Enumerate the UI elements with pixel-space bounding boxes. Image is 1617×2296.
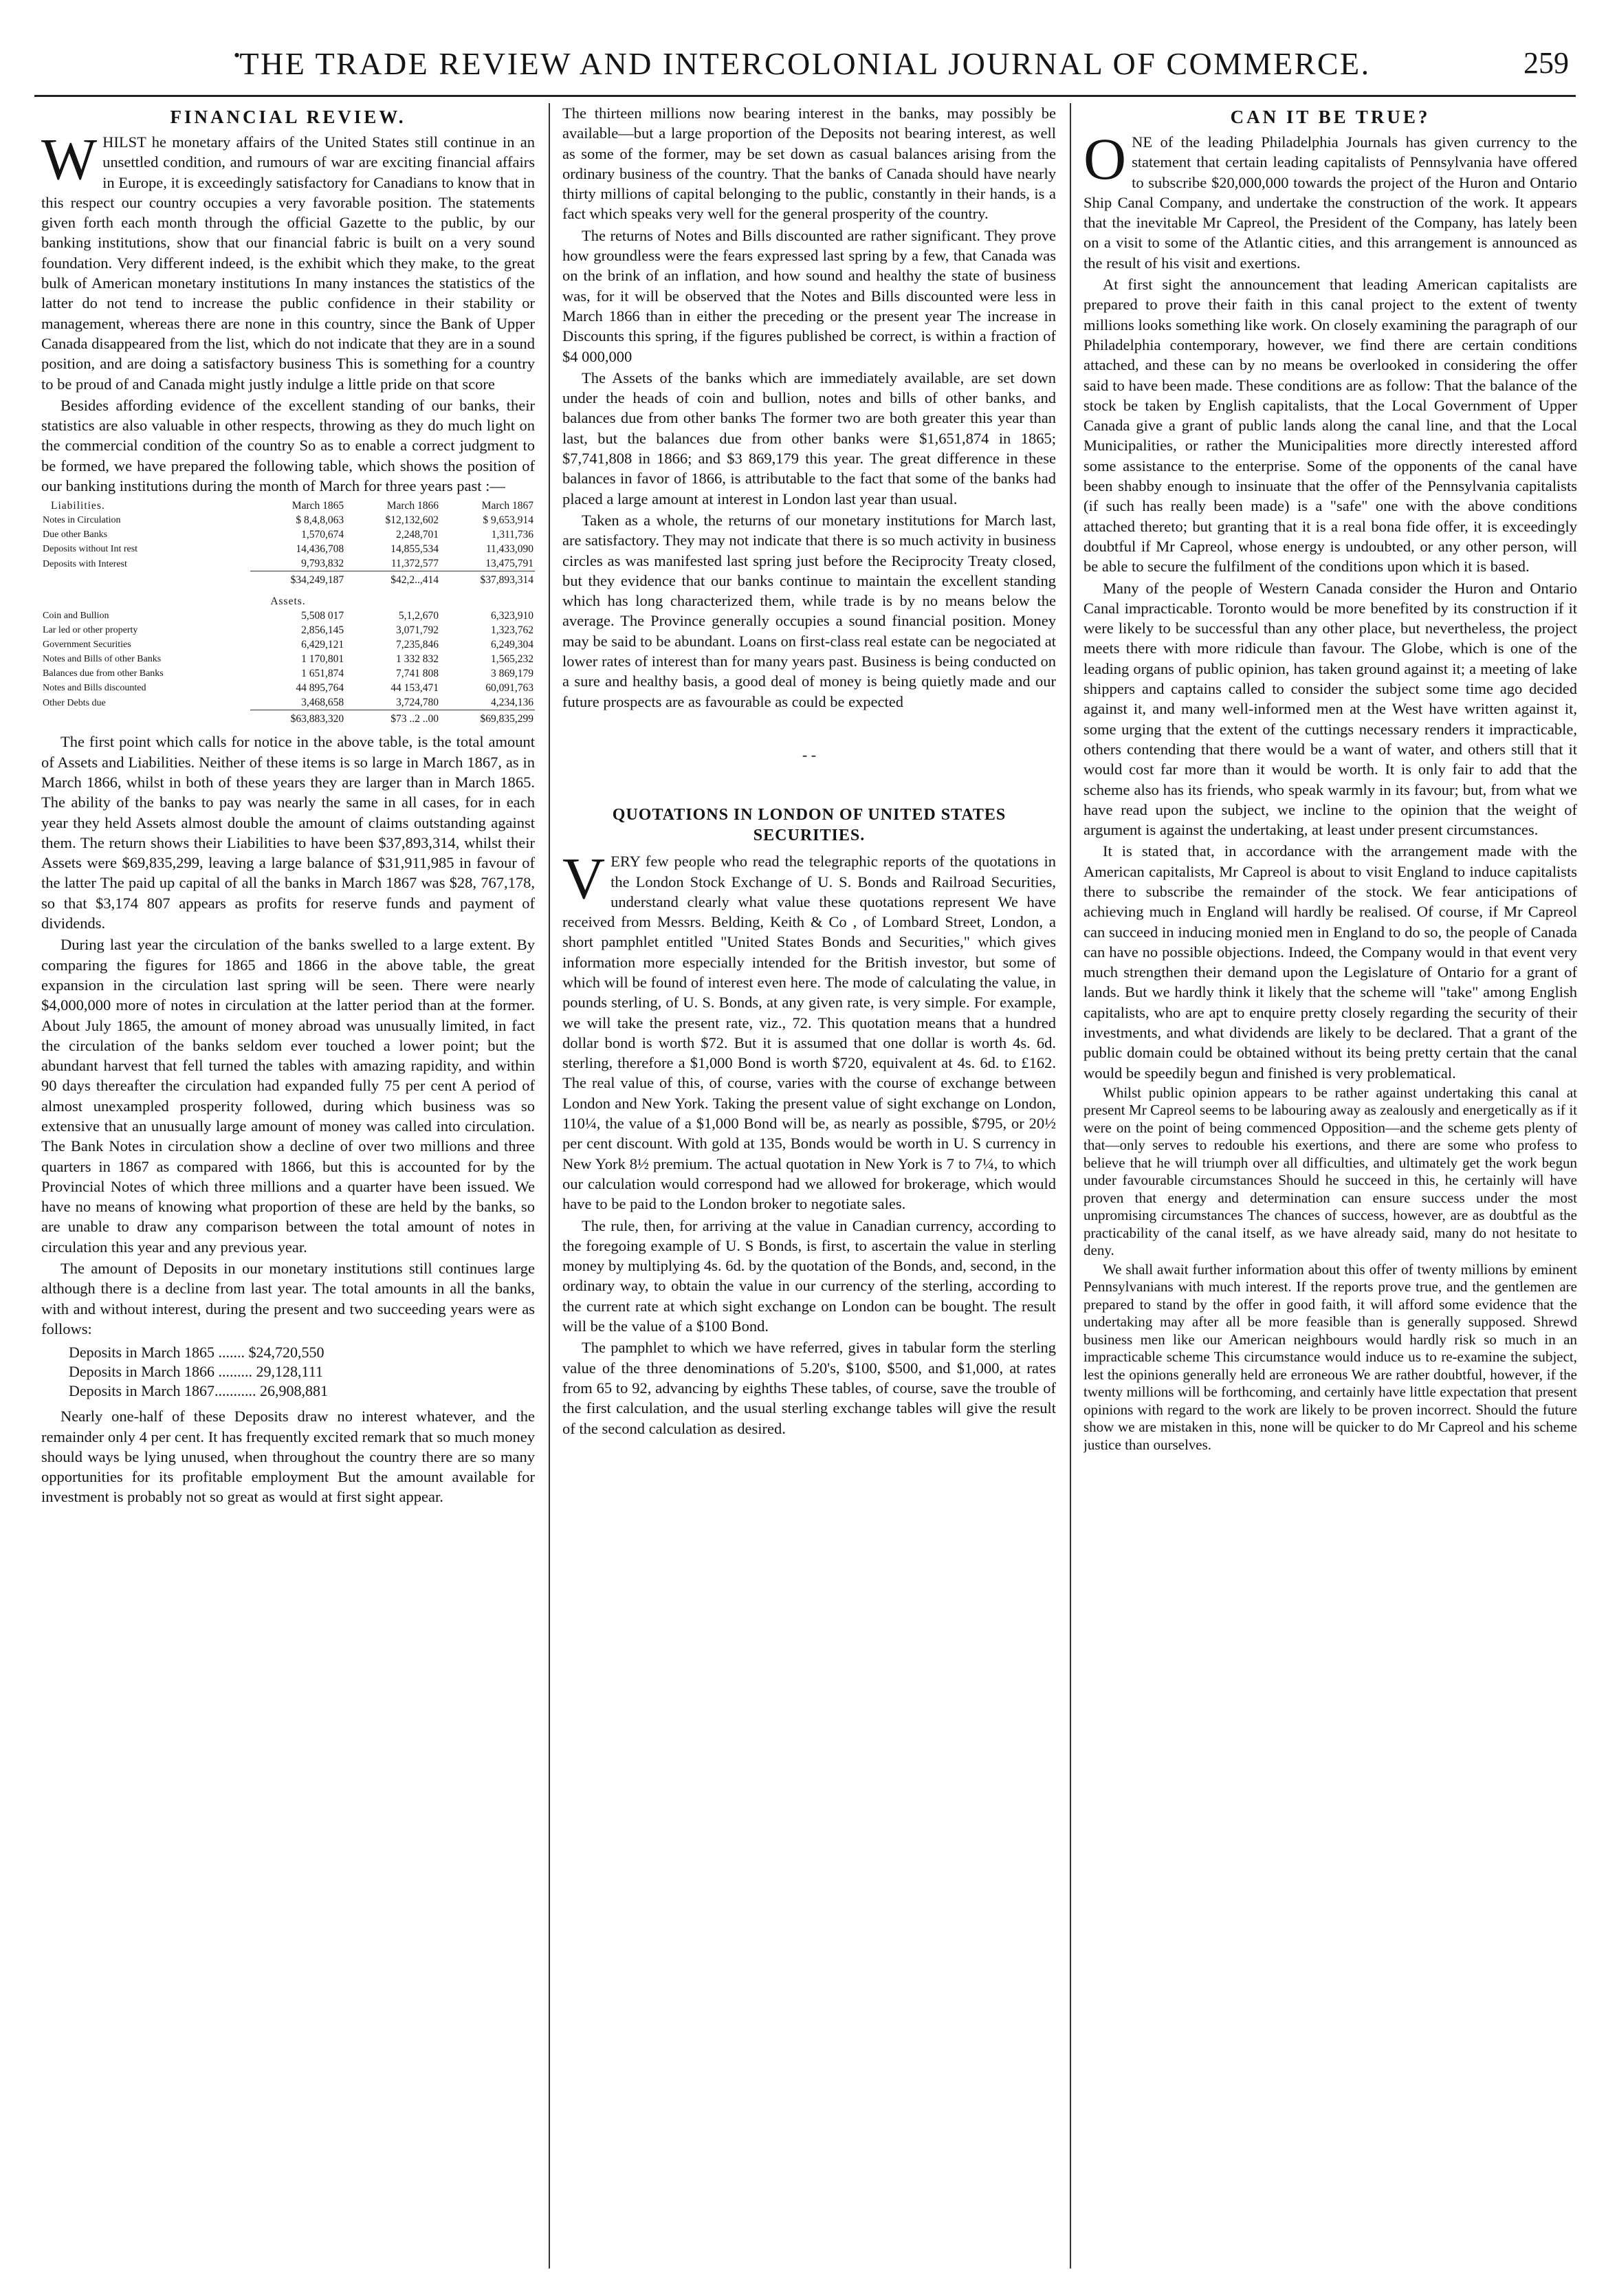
article-paragraph: Nearly one-half of these Deposits draw no interest whatever, and the remainder only 4 per cent. It has frequently excited remark that so much money should ways be lying unused, when throughout the country there are so many opportunities for its profitable employment But the amount available for investment is probably not so great as would at first sight appear. (41, 1408, 535, 1506)
article-paragraph: The returns of Notes and Bills discounted are rather significant. They prove how groundless were the fears expressed last spring by a few, that Canada was on the brink of an inflation, and how sound and healthy the state of business was, for it will be observed that the Notes and Bills discounted were less in March 1866 than in either the preceding or the present year The increase in Discounts this spring, if the figures published be correct, is within a fraction of $4 000,000 (562, 226, 1056, 365)
table-row (41, 542, 535, 556)
table-cell: 5,1,2,670 (398, 610, 439, 622)
table-cell: 5,508 017 (301, 610, 344, 622)
ornament-dot: • (234, 45, 241, 65)
table-cell: $ 9,653,914 (483, 514, 534, 527)
table-cell: 6,249,304 (491, 639, 534, 651)
table-cell: 1,323,762 (491, 624, 534, 637)
table-cell: 6,429,121 (301, 639, 344, 651)
article-paragraph: Many of the people of Western Canada consider the Huron and Ontario Canal impracticable. Toronto would be more benefited by its construction if it were likely to be successful than any other place, but nevertheless, the project meets there with more ridicule than favour. The Globe, which is one of the leading organs of public opinion, has taken ground against it; a meeting of lake shippers and captains called to consider the subject some time ago decided against it, and many well-informed men at the West have written against it, some urging that the extent of the cuttings necessary renders it impracticable, others contending that there would be a want of water, and others still that it would cost far more than it would be worth. It is only fair to add that the scheme also has its friends, who speak warmly in its favour; but, from what we have read upon the subject, we incline to the opinion that the weight of argument is against the undertaking, at least under present circumstances. (1084, 579, 1577, 839)
table-cell: Deposits with Interest (43, 558, 127, 569)
table-cell: Due other Banks (43, 529, 108, 540)
masthead (34, 41, 1576, 96)
table-cell: Balances due from other Banks (43, 668, 164, 679)
table-cell: 1 651,874 (301, 668, 344, 680)
article-paragraph: Taken as a whole, the returns of our monetary institutions for March last, are satisfactory. They may not indicate that there is so much activity in business circles as was manifested last spring just before the Reciprocity Treaty closed, but they evidence that our banks continue to maintain the excellent standing which has long characterized them, while trade is by no means below the average. The Province generally occupies a sound financial position. Money may be said to be abundant. Loans on first-class real estate can be negociated at lower rates of interest than for many years past. Business is being conducted on a sure and healthy basis, a good deal of money is being quietly made and our future prospects are as favourable as could be expected (562, 511, 1056, 710)
table-cell: 11,372,577 (390, 558, 439, 570)
table-cell (41, 571, 250, 588)
article-paragraph: It is stated that, in accordance with the arrangement made with the American capitalists, Mr Capreol is about to visit England to induce capitalists there to subscribe the remainder of the stock. We fear anticipations of achieving much in England will hardly be realised. Of course, if Mr Capreol can succeed in inducing monied men in England to do so, the people of Canada can have no possible objections. Indeed, the Company would in that event very much strengthen their demand upon the Legislature of Ontario for a grant of lands. But we hardly think it likely that the scheme will "take" among English capitalists, who are apt to enquire pretty closely regarding the security of their investments, and what dividends are likely to be declared. That a grant of the public domain could be obtained without its being pretty certain that the canal would be speedily begun and finished is very problematical. (1084, 842, 1577, 1082)
table-header: March 1865 (292, 500, 344, 512)
table-cell: 14,855,534 (390, 543, 439, 556)
table-cell: Lar led or other property (43, 625, 138, 636)
table-cell: Notes in Circulation (43, 515, 121, 526)
column-middle (562, 103, 1056, 2268)
article-paragraph: The rule, then, for arriving at the value in Canadian currency, according to the foregoing example of U. S Bonds, is first, to ascertain the value in sterling money by multiplying 4s. 6d. by the quotation of the Bonds, and, second, in the ordinary way, to obtain the value in our currency of the sterling, according to the current rate at which sight exchange on London can be bought. The result will be the value of a $100 Bond. (562, 1216, 1056, 1335)
table-cell: 1 332 832 (396, 653, 439, 666)
article-paragraph: The Assets of the banks which are immediately available, are set down under the heads of coin and bullion, notes and bills of other banks, and balances due from other banks The former two are both greater this year than last, but the balances due from other banks were $1,651,874 in 1865; $7,741,808 in 1866; and $3 869,179 this year. The great difference in these balances in favor of 1866, is attributable to the fact that some of the banks had placed a large amount at interest in London last year than usual. (562, 369, 1056, 507)
table-row (41, 695, 535, 710)
table-cell: 44 895,764 (296, 682, 344, 695)
table-cell: 1,565,232 (491, 653, 534, 666)
page-number: 259 (1524, 46, 1569, 80)
article-paragraph: During last year the circulation of the banks swelled to a large extent. By comparing the figures for 1865 and 1866 in the above table, the great expansion in the circulation last spring will be seen. There were nearly $4,000,000 more of notes in circulation at the latter period than at the former. About July 1865, the amount of money abroad was unusually limited, in fact the circulation of the banks seldom ever touched a lower point; but the abundant harvest that fell turned the tables with amazing rapidity, and within 90 days thereafter the circulation had expanded fully 75 per cent A period of almost unexampled prosperity followed, during which business was so extensive that an unusually large amount of money was called into circulation. The Bank Notes in circulation show a decline of over two millions and three quarters in 1867 as compared with 1866, but this is accounted for by the Provincial Notes of which three millions and a quarter have been issued. We have no means of knowing what proportion of these are held by the banks, so are unable to draw any comparison between the total amount of notes in circulation this year and any previous year. (41, 936, 535, 1256)
table-cell: $37,893,314 (440, 571, 535, 588)
table-row (41, 609, 535, 623)
table-cell: $69,835,299 (440, 710, 535, 727)
table-cell (41, 710, 250, 727)
table-cell: Deposits without Int rest (43, 544, 138, 555)
article-paragraph: We shall await further information about this offer of twenty millions by eminent Pennsylvanians with much interest. If the reports prove true, and the gentlemen are prepared to stand by the offer in good faith, it will afford some evidence that the undertaking may after all be more feasible than is generally supposed. Shrewd business men like our American neighbours would hardly risk so much in an impracticable scheme This circumstance would induce us to re-examine the subject, lest the opinions generally held are erroneous We are rather doubtful, however, if the twenty millions will be forthcoming, and certainly have little expectation that present opinions with regard to the work are likely to be proven incorrect. Should the future show we are mistaken in this, none will be quicker to do Mr Capreol and his scheme justice than ourselves. (1084, 1260, 1577, 1453)
table-cell: $34,249,187 (250, 571, 345, 588)
table-cell: Notes and Bills of other Banks (43, 654, 162, 665)
table-cell: 13,475,791 (485, 558, 534, 570)
article-paragraph (1084, 126, 1577, 273)
table-cell: 3,468,658 (301, 697, 344, 709)
column-divider (1070, 103, 1071, 2268)
table-total-row (41, 710, 535, 727)
table-cell: Coin and Bullion (43, 611, 109, 622)
table-cell: 2,856,145 (301, 624, 344, 637)
drop-cap: O (1084, 126, 1127, 192)
deposits-line: Deposits in March 1867........... 26,908,881 (69, 1382, 329, 1400)
bank-statement-table (41, 499, 535, 726)
column-can-it-be-true (1084, 103, 1577, 2268)
table-row (41, 623, 535, 637)
table-header-row (41, 499, 535, 513)
drop-cap: W (41, 126, 98, 192)
table-cell: 3,724,780 (396, 697, 439, 709)
table-section-heading: Assets. (270, 595, 306, 608)
deposits-list (69, 1343, 535, 1401)
article-paragraph: The pamphlet to which we have referred, gives in tabular form the sterling value of the three denominations of 5.20's, $100, $500, and $1,000, at rates from 65 to 92, advancing by eighths These tables, of course, save the trouble of the first calculation, and the usual sterling exchange tables will give the result of the second calculation as desired. (562, 1339, 1056, 1437)
table-cell: 6,323,910 (491, 610, 534, 622)
table-row (41, 666, 535, 681)
column-divider (549, 103, 550, 2268)
article-paragraph: Whilst public opinion appears to be rather against undertaking this canal at present Mr Capreol seems to be labouring away as zealously and energetically as if it were on the point of being commenced Opposition—and the scheme gets plenty of that—only serves to redouble his exertions, and there are some who profess to believe that he will triumph over all difficulties, and ultimately get the work begun under favourable circumstances Should he succeed in this, he certainly will have proven that energy and determination can ensure success under the most unpromising circumstances The chances of success, however, are as doubtful as the practicability of the canal itself, as we have already said, many do not hesitate to deny. (1084, 1084, 1577, 1259)
table-cell: 14,436,708 (296, 543, 344, 556)
table-row (41, 681, 535, 695)
table-total-row (41, 571, 535, 588)
table-cell: $63,883,320 (250, 710, 345, 727)
table-cell: Government Securities (43, 639, 131, 650)
table-cell: 7,741 808 (396, 668, 439, 680)
article-heading (562, 805, 1056, 846)
header-rule (34, 95, 1576, 97)
heading-line: QUOTATIONS IN LONDON OF UNITED STATES (612, 806, 1006, 824)
table-cell: Notes and Bills discounted (43, 683, 146, 694)
table-cell: 7,235,846 (396, 639, 439, 651)
table-cell: $ 8,4,8,063 (296, 514, 344, 527)
article-paragraph (562, 845, 1056, 1214)
article-heading: FINANCIAL REVIEW. (170, 107, 406, 127)
column-financial-review (41, 103, 535, 2268)
table-row (41, 637, 535, 652)
table-cell: 44 153,471 (390, 682, 439, 695)
article-paragraph: The amount of Deposits in our monetary institutions still continues large although there is a decline from last year. The total amounts in all the banks, with and without interest, during the present and two succeeding years were as follows: (41, 1260, 535, 1337)
table-section-row (41, 587, 535, 609)
article-paragraph: At first sight the announcement that leading American capitalists are prepared to prove their faith in this canal project to the extent of twenty millions looks something like work. On closely examining the paragraph of our Philadelphia contemporary, however, we find there are certain conditions attached, and these can by no means be overlooked in considering the offer said to have been made. These conditions are as follow: That the balance of the stock be taken by English capitalists, that the Local Government of Upper Canada give a grant of public lands along the canal line, and that the Local Municipalities, or rather the Municipalities more directly interested afford some assistance to the enterprise. Some of the opponents of the canal have been shabby enough to insinuate that the offer of the Pennsylvania capitalists (if such has really been made) is a "safe" one with the above conditions attached thereto; but granting that it is a real bona fide offer, it is exceedingly doubtful if Mr Capreol, whose energy is undoubted, or any other person, will be able to secure the fulfilment of the conditions upon which it is based. (1084, 276, 1577, 576)
table-cell: 3 869,179 (491, 668, 534, 680)
paragraph-text: HILST he monetary affairs of the United States still continue in an unsettled condition, and rumours of war are exciting financial affairs in Europe, it is exceedingly satisfactory for Canadians to know that in this respect our country occupies a very favorable position. The statements given forth each month through the official Gazette to the public, by our banking institutions, show that our financial fabric is built on a very sound foundation. Very different indeed, is the exhibit which they make, to the great bulk of American monetary institutions In many instances the statistics of the latter do not tend to increase the public confidence in their stability or management, whereas there are none in this country, since the Bank of Upper Canada disappeared from the list, which do not indicate that they are in a sound position, and are doing a satisfactory business This is something for a country to be proud of and Canada might justly indulge a little pride on that score (41, 133, 535, 393)
drop-cap: V (562, 845, 606, 912)
table-cell: 1 170,801 (301, 653, 344, 666)
article-paragraph: The thirteen millions now bearing interest in the banks, may possibly be available—but a large proportion of the Deposits not bearing interest, as well as some of the former, may be set down as casual balances arising from the ordinary business of the country. That the banks of Canada should have nearly thirty millions of capital belonging to the public, constantly in their hands, is a fact which speaks very well for the general prosperity of the country. (562, 105, 1056, 223)
table-cell: 1,570,674 (301, 529, 344, 541)
table-cell: 3,071,792 (396, 624, 439, 637)
table-cell: $73 ..2 ..00 (345, 710, 440, 727)
table-header: March 1866 (386, 500, 439, 512)
table-cell: 11,433,090 (485, 543, 534, 556)
table-cell: 9,793,832 (301, 558, 344, 570)
table-cell: 1,311,736 (491, 529, 534, 541)
article-paragraph: The first point which calls for notice in the above table, is the total amount of Assets and Liabilities. Neither of these items is so large in March 1867, as in March 1866, whilst in both of these years they are larger than in March 1865. The ability of the banks to pay was nearly the same in all cases, for in each year they held Assets almost double the amount of claims outstanding against them. The return shows their Liabilities to have been $37,893,314, whilst their Assets were $69,835,299, leaving a large balance of $31,911,985 in favour of the latter The paid up capital of all the banks in March 1867 was $28, 767,178, so that $3,174 807 appears as profits for reserve funds and payment of dividends. (41, 733, 535, 932)
deposits-line: Deposits in March 1866 ......... 29,128,111 (69, 1363, 323, 1381)
article-heading: CAN IT BE TRUE? (1230, 107, 1431, 127)
article-paragraph: Besides affording evidence of the excellent standing of our banks, their statistics are also valuable in other respects, throwing as they do much light on the commercial condition of the country So as to enable a correct judgment to be formed, we have prepared the following table, which shows the position of our banking institutions during the month of March for three years past :— (41, 396, 535, 495)
table-cell: 2,248,701 (396, 529, 439, 541)
table-row (41, 513, 535, 527)
table-cell: $12,132,602 (385, 514, 439, 527)
table-header: March 1867 (481, 500, 534, 512)
table-header: Liabilities. (51, 500, 105, 512)
table-row (41, 556, 535, 571)
paragraph-text: ERY few people who read the telegraphic reports of the quotations in the London Stock Exchange of U. S. Bonds and Railroad Securities, understand clearly what value these quotations represent We have received from Messrs. Belding, Keith & Co , of Lombard Street, London, a short pamphlet entitled "United States Bonds and Securities," which gives information more especially intended for the British investor, but some of which will be found of interest even here. The mode of calculating the value, in pounds sterling, of U. S. Bonds, at any given rate, is very simple. For example, we will take the present rate, viz., 72. This quotation means that a hundred dollar bond is worth $72. But it is assumed that one dollar is worth 4s. 6d. sterling, therefore a $1,000 Bond is worth $720, equivalent at 4s. 6d. to £162. The real value of this, of course, varies with the course of exchange between London and New York. Taking the present value of sight exchange on London, 110¼, the value of a $1,000 Bond will be, as nearly as possible, $795, or 20½ per cent discount. With gold at 135, Bonds would be worth in U. S currency in New York 8½ premium. The actual quotation in New York is 7 to 7¼, to which our calculation would correspond had we allowed for brokerage, which would have to be paid to the London broker to negotiate sales. (562, 853, 1056, 1213)
heading-line: SECURITIES. (753, 827, 866, 845)
journal-title: THE TRADE REVIEW AND INTERCOLONIAL JOURNAL OF COMMERCE. (239, 46, 1371, 81)
deposits-line: Deposits in March 1865 ....... $24,720,550 (69, 1344, 324, 1362)
table-cell: 60,091,763 (485, 682, 534, 695)
table-row (41, 652, 535, 666)
paragraph-text: NE of the leading Philadelphia Journals has given currency to the statement that certain leading capitalists of Pennsylvania have offered to subscribe $20,000,000 towards the project of the Huron and Ontario Ship Canal Company, and undertake the construction of the work. It appears that the inevitable Mr Capreol, the President of the Company, has lately been on a visit to some of the Atlantic cities, and this arrangement is announced as the result of his visit and exertions. (1084, 133, 1577, 272)
article-separator: - - (802, 745, 817, 763)
table-row (41, 527, 535, 542)
table-cell: 4,234,136 (491, 697, 534, 709)
table-cell: $42,2..,414 (345, 571, 440, 588)
table-cell: Other Debts due (43, 697, 106, 708)
article-paragraph (41, 126, 535, 394)
